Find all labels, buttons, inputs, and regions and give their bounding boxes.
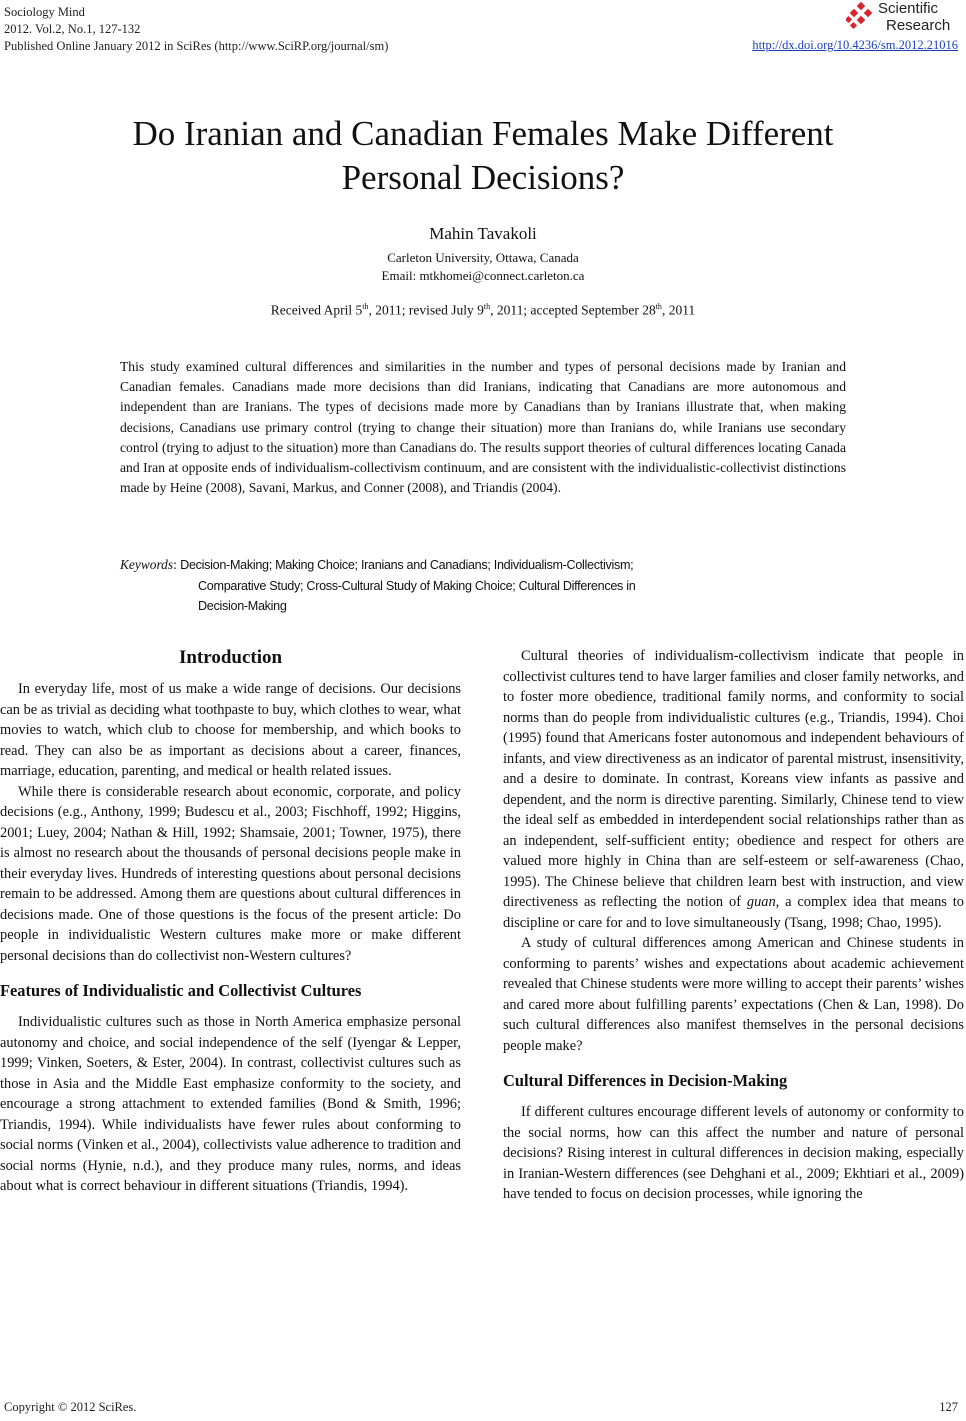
keywords-line-1: Decision-Making; Making Choice; Iranians and Canadians; Individualism-Collectivism;	[180, 558, 634, 572]
introduction-heading: Introduction	[178, 647, 283, 668]
published-info: Published Online January 2012 in SciRes (http://www.SciRP.org/journal/sm)	[4, 39, 389, 53]
author-email: Email: mtkhomei@connect.carleton.ca	[381, 268, 585, 283]
right-paragraph-3: If different cultures encourage different levels of autonomy or conformity to the social norms, how can this affect the number and nature of personal decisions? Rising interest in cultural differences in decision making, especially in Iranian-Western differences (see Dehghani et al., 2009; Ekhtiari et al., 2009) have tended to focus on decision processes, while ignoring the	[503, 1104, 964, 1202]
guan-term: guan	[746, 894, 776, 910]
doi-link[interactable]: http://dx.doi.org/10.4236/sm.2012.21016	[752, 38, 958, 52]
cultural-differences-heading: Cultural Differences in Decision-Making	[503, 1071, 788, 1090]
abstract: This study examined cultural differences and similarities in the number and types of personal decisions made by Iranian and Canadian females. Canadians made more decisions than did Iranians, indicating that Canadians are more autonomous and independent than are Iranians. The types of decisions made more by Canadians than by Iranians illustrate that, when making decisions, Canadians use primary control (trying to change their situation) more than Iranians do, while Iranians use secondary control (trying to adjust to the situation) more than Canadians do. The results support theories of cultural differences locating Canada and Iran at opposite ends of individualism-collectivism continuum, and are consistent with the individualistic-collectivist distinctions made by Heine (2008), Savani, Markus, and Conner (2008), and Triandis (2004).	[120, 359, 846, 496]
revised-date: , 2011; revised July 9	[368, 302, 484, 318]
right-paragraph-2: A study of cultural differences among American and Chinese students in conforming to parents’ wishes and expectations about academic achievement revealed that Chinese students were more willing to accept their parents’ wishes and cared more about fulfilling parents’ expectations (Chen & Lan, 1998). Do such cultural differences also manifest themselves in the personal decisions people make?	[503, 935, 964, 1054]
revised-sup: th	[483, 302, 491, 311]
publisher-logo	[846, 0, 956, 36]
features-paragraph-1: Individualistic cultures such as those in North America emphasize personal autonomy and choice, and social independence of the self (Iyengar & Lepper, 1999; Vinken, Soeters, & Ester, 2004). In contrast, collectivist cultures such as those in Asia and the Middle East emphasize conformity to the society, and encourage a strong attachment to extended families (Bond & Smith, 1996; Triandis, 1994). While individualists have fewer rules about conforming to social norms (Vinken et al., 2004), collectivists value adherence to tradition and social norms (Hynie, n.d.), and they produce many rules, norms, and ideas about what is correct behaviour in different situations (Triandis, 1994).	[0, 1014, 461, 1194]
received-sup: th	[362, 302, 369, 311]
title-line-2: Personal Decisions?	[341, 158, 625, 197]
keywords-line-2: Comparative Study; Cross-Cultural Study of Making Choice; Cultural Differences in	[198, 578, 636, 593]
submission-dates	[0, 302, 966, 319]
logo-text-scientific: Scientific	[878, 0, 939, 17]
paper-title	[0, 112, 966, 200]
logo-diamond-icon	[846, 2, 876, 32]
left-column	[0, 646, 461, 1197]
accepted-date: , 2011; accepted September 28	[490, 302, 656, 318]
received-date: Received April 5	[270, 302, 363, 318]
keywords-label: Keywords	[120, 557, 174, 572]
right-paragraph-1-text-b: , a complex idea that means to discipline or care for and to love simultaneously (Tsang, 1998; Chao, 1995).	[503, 894, 964, 931]
keywords: Keywords: Decision-Making; Making Choice; Iranians and Canadians; Individualism-Collectivism; Comparative Study; Cross-Cultural Study of Making Choice; Cultural Differences in Decision-Making	[120, 557, 636, 613]
journal-name: Sociology Mind	[4, 5, 85, 19]
copyright: Copyright © 2012 SciRes.	[4, 1400, 137, 1414]
dates-end: , 2011	[661, 302, 696, 318]
affiliation: Carleton University, Ottawa, Canada	[387, 250, 579, 265]
author-name: Mahin Tavakoli	[429, 224, 537, 243]
running-header	[4, 4, 388, 55]
intro-paragraph-2: While there is considerable research about economic, corporate, and policy decisions (e.g., Anthony, 1999; Budescu et al., 2003; Fischhoff, 1992; Higgins, 2001; Luey, 2004; Nathan & Hill, 1992; Shamsaie, 2001; Towner, 1975), there is almost no research about the thousands of personal decisions people make in their everyday lives. Hundreds of interesting questions about personal decisions remain to be addressed. Among them are questions about cultural differences in decisions made. One of those questions is the focus of the present article: Do people in individualistic Western cultures make more or make different personal decisions than do collectivist non-Western cultures?	[0, 783, 461, 964]
logo-text-research: Research	[886, 17, 951, 34]
keywords-line-3: Decision-Making	[198, 599, 287, 613]
issue-info: 2012. Vol.2, No.1, 127-132	[4, 22, 141, 36]
right-paragraph-1	[503, 646, 964, 933]
accepted-sup: th	[655, 302, 662, 311]
title-line-1: Do Iranian and Canadian Females Make Different	[132, 114, 834, 153]
right-paragraph-1-text-a: Cultural theories of individualism-collectivism indicate that people in collectivist cultures tend to have larger families and closer family networks, and to foster more obedience, traditional family norms, and conformity to social norms than do people from individualistic cultures (e.g., Triandis, 1994). Choi (1995) found that Americans foster autonomous and independent behaviours of infants, and view directiveness as an indicator of parental mistrust, insensitivity, and a desire to dominate. In contrast, Koreans view infants as passive and dependent, and the norm is directive parenting. Similarly, Chinese tend to view the ideal self as embedded in interdependent social relationships rather than as an independent, self-sufficient entity; obedience and respect for others are valued more highly in China than are self-esteem or self-awareness (Chao, 1995). The Chinese believe that children learn best with instruction, and view directiveness as reflecting the notion of	[503, 648, 964, 910]
right-column	[503, 646, 964, 1205]
features-heading: Features of Individualistic and Collectivist Cultures	[0, 981, 362, 1000]
page-number: 127	[939, 1400, 958, 1414]
intro-paragraph-1: In everyday life, most of us make a wide range of decisions. Our decisions can be as trivial as deciding what toothpaste to buy, which clothes to wear, what movies to watch, which club to choose for membership, and which books to read. They can also be as important as decisions about a career, finances, marriage, education, parenting, and medical or health related issues.	[0, 681, 461, 779]
